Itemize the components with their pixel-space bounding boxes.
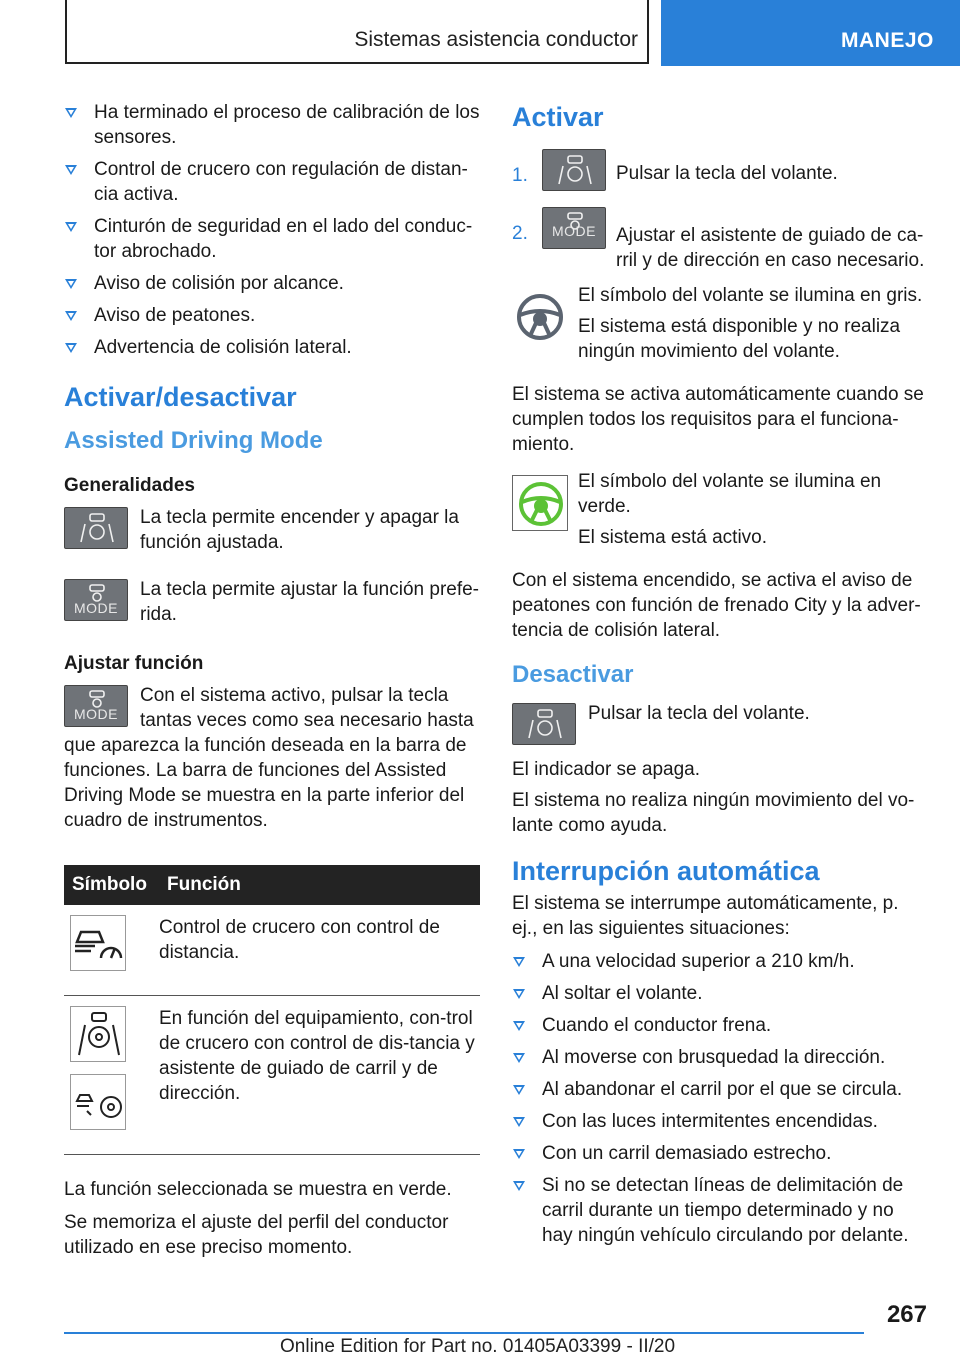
list-item: Aviso de peatones.: [64, 303, 480, 328]
steering-assistant-icon: [70, 1006, 126, 1062]
table-row: [64, 905, 480, 996]
list-item: Con un carril demasiado estrecho.: [512, 1141, 928, 1166]
page-header: [0, 0, 960, 66]
requirements-list: [64, 100, 480, 360]
traffic-jam-assistant-icon: [70, 1074, 126, 1130]
section-heading-desactivar: Desactivar: [512, 661, 634, 688]
step-item: [512, 149, 928, 197]
list-item: Cinturón de seguridad en el lado del conduc-tor abrochado.: [64, 214, 480, 264]
general-text-2: La tecla permite ajustar la función prefe-rida.: [140, 579, 480, 625]
section-heading-activar: Activar: [512, 102, 604, 132]
triangle-bullet-icon: [65, 222, 77, 232]
list-item: Ha terminado el proceso de calibración de los sensores.: [64, 100, 480, 150]
step-text: Ajustar el asistente de guiado de ca-rril y de dirección en caso necesario.: [616, 225, 925, 271]
mode-key-icon: MODE: [64, 579, 128, 621]
indicator-off-text: El indicador se apaga.: [512, 759, 701, 780]
column-header-symbol: Símbolo: [64, 865, 159, 905]
table-header-row: [64, 865, 480, 905]
grey-text-1: El símbolo del volante se ilumina en gris.: [578, 285, 923, 306]
interrupt-list: [512, 949, 928, 1248]
green-wheel-block: [512, 469, 928, 556]
list-item: Cuando el conductor frena.: [512, 1013, 928, 1038]
step-text: Pulsar la tecla del volante.: [616, 163, 838, 184]
adjust-text: Con el sistema activo, pulsar la tecla tantas veces como sea necesario hasta que aparezca la función deseada en la barra de funciones. La barra de funciones del Assisted Driving Mode se muestra en la parte inferior del cuadro de instrumentos.: [64, 685, 474, 831]
paragraph-adjust: [64, 683, 480, 833]
interrupt-intro-text: El sistema se interrumpe automáticamente, p. ej., en las siguientes situaciones:: [512, 893, 899, 939]
list-item: A una velocidad superior a 210 km/h.: [512, 949, 928, 974]
triangle-bullet-icon: [65, 108, 77, 118]
list-item: Al moverse con brusquedad la dirección.: [512, 1045, 928, 1070]
cruise-control-distance-icon: [70, 915, 126, 971]
activation-steps: [512, 149, 928, 273]
deactivate-block: [512, 701, 928, 751]
list-item: Advertencia de colisión lateral.: [64, 335, 480, 360]
list-item: Al soltar el volante.: [512, 981, 928, 1006]
column-header-function: Función: [159, 865, 480, 905]
paragraph-onoff-key: [64, 505, 480, 555]
list-item: Aviso de colisión por alcance.: [64, 271, 480, 296]
triangle-bullet-icon: [513, 1053, 525, 1063]
triangle-bullet-icon: [513, 1021, 525, 1031]
subsection-heading-assisted-driving-mode: Assisted Driving Mode: [64, 427, 323, 454]
triangle-bullet-icon: [513, 1149, 525, 1159]
triangle-bullet-icon: [65, 279, 77, 289]
green-text-1: El símbolo del volante se ilumina en verde.: [578, 471, 882, 517]
footer-divider: [64, 1332, 864, 1334]
chapter-tab[interactable]: [661, 0, 960, 66]
after-table-text-2: Se memoriza el ajuste del perfil del conductor utilizado en ese preciso momento.: [64, 1212, 449, 1258]
section-heading-activar-desactivar: Activar/desactivar: [64, 382, 297, 412]
section-heading-interrupcion: Interrupción automática: [512, 856, 820, 886]
green-text-2: El sistema está activo.: [578, 527, 768, 548]
mode-key-icon: MODE: [542, 207, 606, 249]
step-number: 1.: [512, 165, 528, 186]
left-column: [64, 100, 480, 1260]
no-movement-text: El sistema no realiza ningún movimiento del vo-lante como ayuda.: [512, 790, 915, 836]
steering-key-icon: [64, 507, 128, 549]
table-row: [64, 996, 480, 1155]
function-table: [64, 865, 480, 1155]
function-text-2: En función del equipamiento, con-trol de crucero con control de dis-tancia y asistente de guiado de carril y de dirección.: [159, 996, 480, 1155]
triangle-bullet-icon: [513, 1117, 525, 1127]
heading-ajustar-funcion: Ajustar función: [64, 653, 204, 674]
general-text-1: La tecla permite encender y apagar la función ajustada.: [140, 507, 459, 553]
step-number: 2.: [512, 223, 528, 244]
auto-activation-text: El sistema se activa automáticamente cuando se cumplen todos los requisitos para el funciona-miento.: [512, 384, 924, 455]
triangle-bullet-icon: [513, 989, 525, 999]
grey-text-2: El sistema está disponible y no realiza ningún movimiento del volante.: [578, 316, 901, 362]
grey-wheel-block: [512, 283, 928, 370]
triangle-bullet-icon: [513, 957, 525, 967]
paragraph-mode-key: [64, 577, 480, 627]
step-item: [512, 207, 928, 273]
steering-key-icon: [542, 149, 606, 191]
page-number: 267: [886, 1301, 927, 1328]
list-item: Control de crucero con regulación de distan-cia activa.: [64, 157, 480, 207]
system-on-text: Con el sistema encendido, se activa el aviso de peatones con función de frenado City y la adver-tencia de colisión lateral.: [512, 570, 921, 641]
list-item: Al abandonar el carril por el que se circula.: [512, 1077, 928, 1102]
triangle-bullet-icon: [513, 1085, 525, 1095]
section-title: Sistemas asistencia conductor: [354, 28, 638, 51]
edition-footer: Online Edition for Part no. 01405A03399 - II/20: [280, 1336, 676, 1357]
steering-key-icon: [512, 703, 576, 745]
deactivate-text: Pulsar la tecla del volante.: [588, 703, 810, 724]
steering-wheel-grey-icon: [512, 289, 568, 345]
after-table-text-1: La función seleccionada se muestra en verde.: [64, 1179, 452, 1200]
triangle-bullet-icon: [513, 1181, 525, 1191]
list-item: Si no se detectan líneas de delimitación de carril durante un tiempo determinado y no hay ningún vehículo circulando por delante.: [512, 1173, 928, 1248]
triangle-bullet-icon: [65, 311, 77, 321]
mode-key-icon: MODE: [64, 685, 128, 727]
function-text-1: Control de crucero con control de distancia.: [159, 905, 480, 996]
heading-generalidades: Generalidades: [64, 475, 195, 496]
right-column: [512, 100, 928, 1255]
triangle-bullet-icon: [65, 165, 77, 175]
list-item: Con las luces intermitentes encendidas.: [512, 1109, 928, 1134]
triangle-bullet-icon: [65, 343, 77, 353]
chapter-tab-label: MANEJO: [841, 29, 934, 52]
steering-wheel-green-icon: [512, 475, 568, 531]
